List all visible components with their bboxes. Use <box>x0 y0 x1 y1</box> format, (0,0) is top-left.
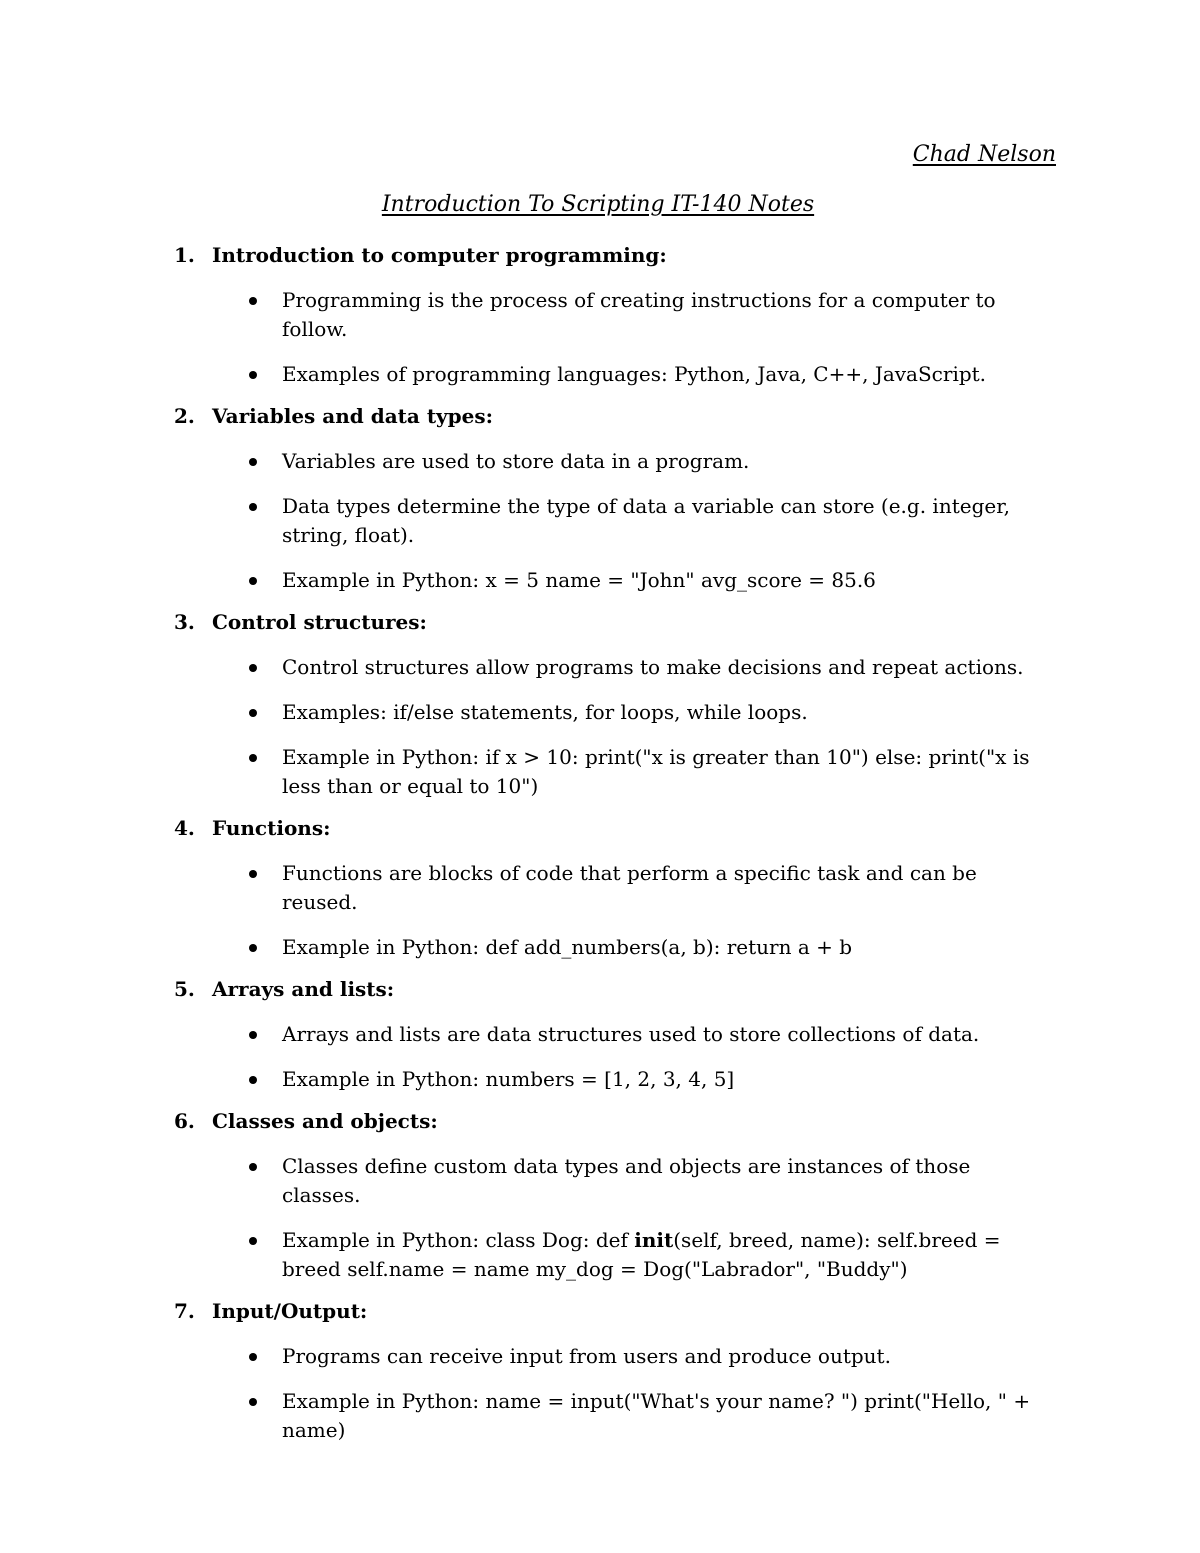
notes-section <box>174 241 1054 389</box>
bullet-icon <box>249 503 257 511</box>
section-title: Functions: <box>212 816 331 840</box>
bullet-icon <box>249 1237 257 1245</box>
bullet-list <box>174 859 1054 962</box>
bullet-text-part: Example in Python: class Dog: def <box>282 1228 635 1252</box>
bullet-item <box>174 1342 1054 1371</box>
bullet-icon <box>249 1076 257 1084</box>
bullet-icon <box>249 944 257 952</box>
bullet-icon <box>249 754 257 762</box>
bullet-text <box>282 1228 1001 1281</box>
section-heading <box>174 402 1054 431</box>
bullet-list <box>174 286 1054 389</box>
notes-section <box>174 608 1054 801</box>
bullet-icon <box>249 1031 257 1039</box>
bullet-item <box>174 653 1054 682</box>
section-heading <box>174 1297 1054 1326</box>
bullet-text: Control structures allow programs to make decisions and repeat actions. <box>282 655 1024 679</box>
bullet-text: Examples of programming languages: Python, Java, C++, JavaScript. <box>282 362 987 386</box>
bullet-text: Data types determine the type of data a variable can store (e.g. integer, string, float). <box>282 494 1010 547</box>
bullet-item <box>174 447 1054 476</box>
bullet-list <box>174 1342 1054 1445</box>
bullet-item <box>174 1065 1054 1094</box>
bullet-icon <box>249 709 257 717</box>
notes-section <box>174 975 1054 1094</box>
bullet-icon <box>249 870 257 878</box>
bullet-text: Functions are blocks of code that perform a specific task and can be reused. <box>282 861 977 914</box>
bullet-item <box>174 859 1054 917</box>
notes-section <box>174 1297 1054 1445</box>
bullet-text: Classes define custom data types and objects are instances of those classes. <box>282 1154 971 1207</box>
section-number: 2. <box>174 404 195 428</box>
notes-section <box>174 402 1054 595</box>
bullet-list <box>174 1152 1054 1284</box>
bullet-icon <box>249 1398 257 1406</box>
section-number: 1. <box>174 243 195 267</box>
section-heading <box>174 975 1054 1004</box>
bullet-item <box>174 360 1054 389</box>
bullet-text: Arrays and lists are data structures used to store collections of data. <box>282 1022 980 1046</box>
bullet-item <box>174 492 1054 550</box>
section-title: Control structures: <box>212 610 427 634</box>
section-number: 4. <box>174 816 195 840</box>
bullet-item <box>174 286 1054 344</box>
bullet-text: Example in Python: if x > 10: print("x is greater than 10") else: print("x is less than or equal to 10") <box>282 745 1030 798</box>
bullet-item <box>174 1387 1054 1445</box>
section-title: Arrays and lists: <box>212 977 395 1001</box>
notes-section <box>174 814 1054 962</box>
notes-list <box>174 241 1054 1458</box>
section-heading <box>174 814 1054 843</box>
bullet-item <box>174 566 1054 595</box>
bullet-icon <box>249 664 257 672</box>
bullet-text: Example in Python: numbers = [1, 2, 3, 4, 5] <box>282 1067 735 1091</box>
bullet-list <box>174 1020 1054 1094</box>
bullet-text: Examples: if/else statements, for loops, while loops. <box>282 700 808 724</box>
bullet-icon <box>249 297 257 305</box>
bullet-item <box>174 698 1054 727</box>
bullet-text: Example in Python: name = input("What's your name? ") print("Hello, " + name) <box>282 1389 1031 1442</box>
section-heading <box>174 1107 1054 1136</box>
author-name: Chad Nelson <box>912 142 1056 167</box>
document-title: Introduction To Scripting IT-140 Notes <box>381 192 815 217</box>
section-number: 7. <box>174 1299 195 1323</box>
bullet-item <box>174 1226 1054 1284</box>
bullet-text-part: (self, breed, name): self.breed = breed self.name = name my_dog = Dog("Labrador", "Buddy") <box>282 1228 1001 1281</box>
bullet-item <box>174 933 1054 962</box>
section-number: 6. <box>174 1109 195 1133</box>
section-title: Input/Output: <box>212 1299 368 1323</box>
section-title: Variables and data types: <box>212 404 494 428</box>
bullet-text: Variables are used to store data in a program. <box>282 449 750 473</box>
section-title: Introduction to computer programming: <box>212 243 667 267</box>
bullet-text: Programming is the process of creating instructions for a computer to follow. <box>282 288 996 341</box>
bullet-text: Example in Python: def add_numbers(a, b): return a + b <box>282 935 853 959</box>
bullet-list <box>174 447 1054 595</box>
section-number: 3. <box>174 610 195 634</box>
section-title: Classes and objects: <box>212 1109 438 1133</box>
bullet-icon <box>249 371 257 379</box>
bullet-list <box>174 653 1054 801</box>
bullet-item <box>174 1152 1054 1210</box>
section-heading <box>174 608 1054 637</box>
bullet-item <box>174 1020 1054 1049</box>
bullet-item <box>174 743 1054 801</box>
section-number: 5. <box>174 977 195 1001</box>
bullet-text: Example in Python: x = 5 name = "John" avg_score = 85.6 <box>282 568 876 592</box>
bullet-text: Programs can receive input from users and produce output. <box>282 1344 891 1368</box>
bullet-icon <box>249 1353 257 1361</box>
bullet-icon <box>249 577 257 585</box>
section-heading <box>174 241 1054 270</box>
bullet-text-bold: init <box>634 1228 674 1252</box>
bullet-icon <box>249 1163 257 1171</box>
bullet-icon <box>249 458 257 466</box>
notes-section <box>174 1107 1054 1284</box>
